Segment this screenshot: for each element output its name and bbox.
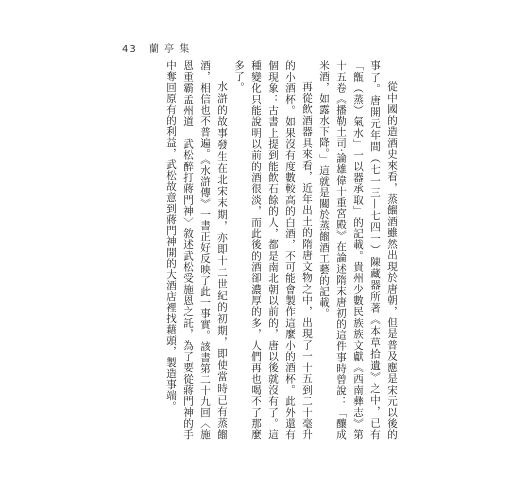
running-head — [122, 40, 190, 55]
paragraph: 從中國的造酒史來看，蒸餾酒雖然出現於唐朝，但是普及應是宋元以後的事了。唐開元年間（七一三—七四一）陳藏器所著《本草拾遺》之中，已有「甑（蒸）氣水」一以器承取」的記載。貴州少數民族族文獻《西南彝志》第十五卷《播勒土司·論雄偉十重宮殿》在論述隋末唐初的這件事時曾說：「釀成米酒，如露水下降。」這就是關於蒸餾酒工藝的記載。 — [318, 60, 398, 440]
book-title: 蘭 亭 集 — [148, 44, 191, 55]
page-number: 43 — [122, 44, 137, 55]
paragraph: 再從飲酒器具來看，近年出土的隋唐文物之中，出現了一十五到二十毫升的小酒杯。如果沒有度數較高的白酒，不可能會製作這麼小的酒杯。此外還有個現象：古書上提到能飲石餘的人，都是南北朝以前的，唐以後就沒有了。這種變化只能說明以前的酒很淡，而此後的酒卻濃厚的多，人們再也喝不了那麼多了。 — [233, 60, 313, 440]
body-text — [110, 60, 400, 440]
paragraph: 水滸的故事發生在北宋末期，亦即十二世紀的初期，即使當時已有蒸餾酒，相信也不普遍。《水滸傳》一書正好反映了此一事實。該書第二十九回〈施恩重霸孟州道 武松醉打蔣門神〉敘述武松受施恩之託，為了要從蔣門神的手中奪回原有的利益，武松故意到蔣門神開的大酒店裡找藉頭，製造事端。 — [165, 60, 228, 440]
